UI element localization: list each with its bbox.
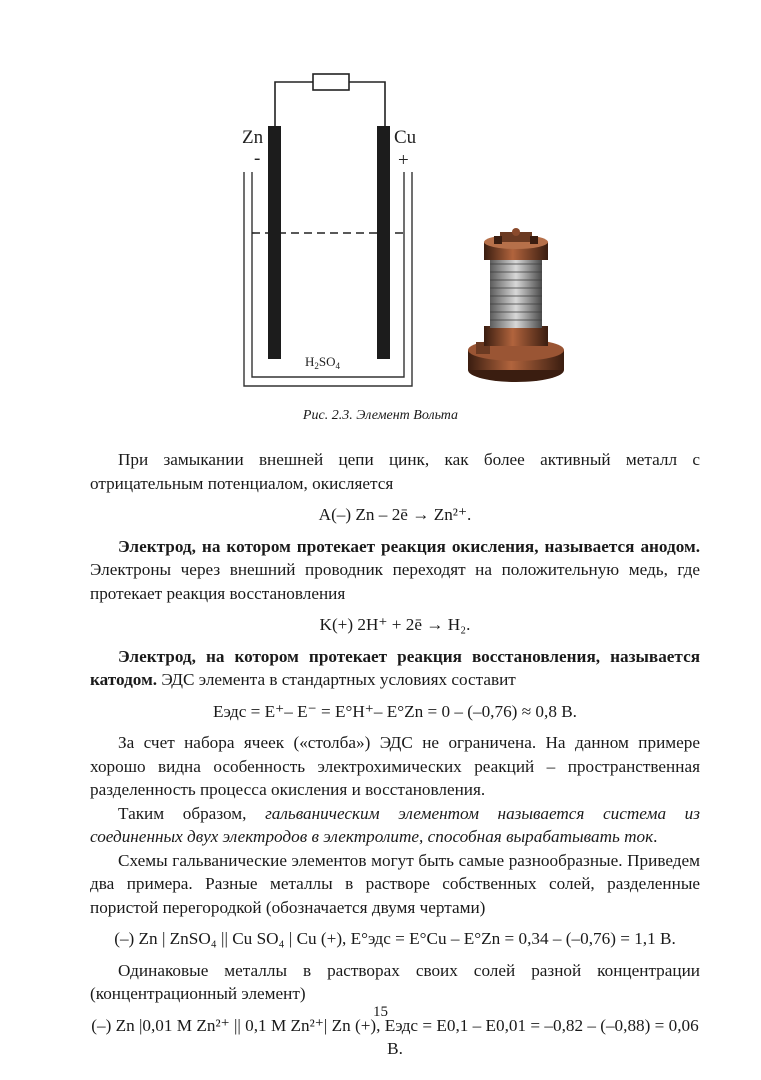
equation-emf: Eэдс = E⁺– E⁻ = E°H⁺– E°Zn = 0 – (–0,76) ≈ 0,8 В. [213, 701, 577, 721]
wire-right [349, 82, 385, 128]
anode-definition: Электрод, на котором протекает реакция окисления, называется анодом. [118, 536, 700, 556]
plus-label: + [398, 150, 409, 171]
figure-caption: Рис. 2.3. Элемент Вольта [302, 408, 459, 423]
paragraph-2 [90, 535, 700, 606]
cu-label: Cu [394, 127, 417, 148]
equation-daniell: (–) Zn | ZnSO₄ || Cu SO₄ | Cu (+), E°эдс = E°Cu – E°Zn = 0,34 – (–0,76) = 1,1 В. [114, 929, 676, 948]
cathode-definition: Электрод, на котором протекает реакция восстановления, называется катодом. [90, 646, 700, 689]
paragraph-3-rest: ЭДС элемента в стандартных условиях составит [157, 670, 516, 689]
galvanic-cell-definition: гальваническим элементом называется система из соединенных двух электродов в электролите, способная вырабатывать ток [90, 803, 700, 846]
paragraph-2-rest: Электроны через внешний проводник переходят на положительную медь, где протекает реакция восстановления [90, 560, 700, 603]
wire-left [275, 82, 313, 128]
paragraph-5 [90, 802, 700, 849]
page-number: 15 [373, 1004, 388, 1020]
equation-anode: A(–) Zn – 2ē → Zn²⁺. [318, 505, 472, 524]
copper-electrode [377, 126, 390, 359]
equation-concentration: (–) Zn |0,01 M Zn²⁺ || 0,1 M Zn²⁺| Zn (+), Eэдс = E0,1 – E0,01 = –0,82 – (–0,88) = 0,06 В. [91, 1015, 699, 1058]
paragraph-5-end: . [653, 827, 658, 846]
volta-cell-diagram [0, 0, 761, 430]
paragraph-5-start: Таким образом, [118, 803, 266, 823]
volta-element-photo [468, 228, 564, 382]
minus-label: - [254, 148, 261, 169]
paragraph-7: Одинаковые металлы в растворах своих солей разной концентрации (концентрационный элемент) [90, 960, 700, 1003]
paragraph-6: Схемы гальванические элементов могут быть самые разнообразные. Приведем два примера. Разные металлы в растворе собственных солей, разделенные пористой перегородкой (обозначается двумя чертами) [90, 850, 700, 917]
resistor [313, 74, 349, 90]
h2so4-label: $H_2SO_4$ [305, 354, 341, 371]
zn-label: Zn [242, 127, 264, 148]
volta-cell-figure [0, 0, 761, 430]
body-text [90, 448, 700, 1069]
paragraph-3 [90, 645, 700, 692]
equation-cathode: K(+) 2H⁺ + 2ē → H₂. [319, 615, 471, 634]
zinc-electrode [268, 126, 281, 359]
paragraph-1: При замыкании внешней цепи цинк, как более активный металл с отрицательным потенциалом, окисляется [90, 450, 700, 493]
paragraph-4: За счет набора ячеек («столба») ЭДС не ограничена. На данном примере хорошо видна особенность электрохимических реакций – пространственная разделенность процесса окисления и восстановления. [90, 733, 700, 799]
